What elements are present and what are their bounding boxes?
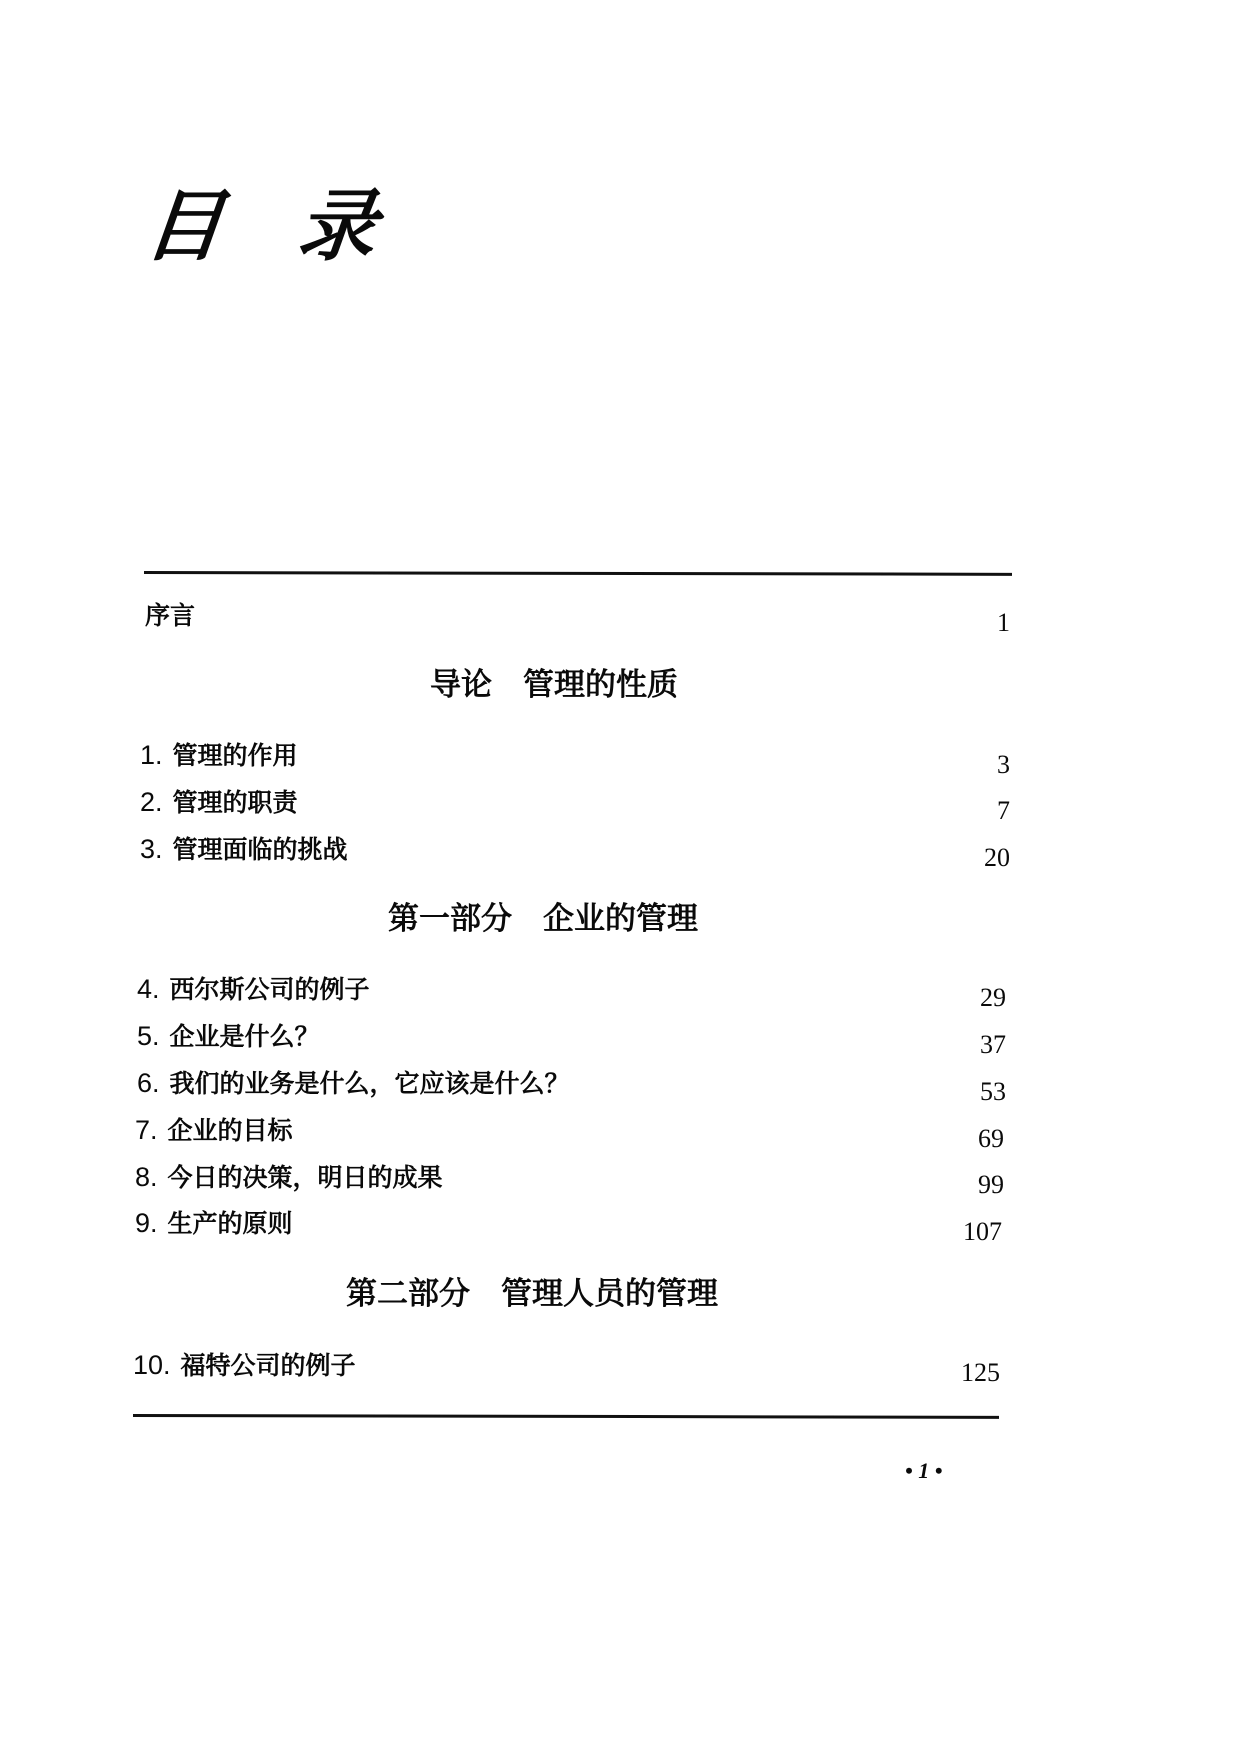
toc-entry-page: 20 xyxy=(984,843,1010,872)
toc-entry-label: 生产的原则 xyxy=(167,1209,293,1238)
toc-entry[interactable] xyxy=(140,789,298,816)
toc-entry-label: 企业的目标 xyxy=(167,1116,293,1145)
toc-entry-page: 1 xyxy=(997,608,1010,637)
page-number: • 1 • xyxy=(905,1458,943,1483)
toc-entry-label: 西尔斯公司的例子 xyxy=(169,975,370,1004)
toc-entry-label: 企业是什么？ xyxy=(169,1022,320,1051)
toc-entry[interactable] xyxy=(137,1023,320,1050)
section-heading-part-one: 第一部分 企业的管理 xyxy=(388,901,698,937)
toc-entry-number: 6. xyxy=(137,1068,160,1098)
toc-entry[interactable] xyxy=(137,1070,570,1097)
toc-entry[interactable] xyxy=(135,1164,443,1191)
toc-entry-page: 99 xyxy=(978,1170,1004,1199)
toc-entry[interactable] xyxy=(137,976,370,1003)
toc-entry-page: 107 xyxy=(963,1217,1002,1246)
toc-entry-number: 3. xyxy=(140,834,163,864)
toc-entry-number: 7. xyxy=(135,1115,158,1145)
toc-entry-label: 我们的业务是什么，它应该是什么？ xyxy=(169,1069,570,1098)
toc-entry-number: 9. xyxy=(135,1208,158,1238)
toc-entry-label: 管理的作用 xyxy=(172,741,298,770)
toc-entry-page: 37 xyxy=(980,1030,1006,1059)
toc-entry-page: 125 xyxy=(961,1358,1000,1387)
toc-entry[interactable] xyxy=(140,742,298,769)
toc-entry-number: 8. xyxy=(135,1162,158,1192)
page-title: 目录 xyxy=(140,182,456,272)
toc-entry[interactable] xyxy=(135,1210,293,1237)
toc-entry-label: 福特公司的例子 xyxy=(180,1351,356,1380)
toc-entry-page: 3 xyxy=(997,750,1010,779)
toc-entry-label: 管理的职责 xyxy=(172,788,298,817)
toc-entry-number: 1. xyxy=(140,740,163,770)
toc-entry-page: 7 xyxy=(997,796,1010,825)
toc-entry-number: 10. xyxy=(133,1350,171,1380)
toc-entry-page: 53 xyxy=(980,1077,1006,1106)
toc-entry-label: 序言 xyxy=(145,601,196,630)
toc-entry-page: 29 xyxy=(980,983,1006,1012)
section-heading-part-two: 第二部分 管理人员的管理 xyxy=(346,1276,718,1312)
toc-entry-preface[interactable] xyxy=(145,603,195,628)
bottom-rule xyxy=(133,1414,999,1419)
toc-entry-label: 今日的决策，明日的成果 xyxy=(167,1163,443,1192)
toc-entry-page: 69 xyxy=(978,1124,1004,1153)
toc-entry[interactable] xyxy=(135,1117,293,1144)
top-rule xyxy=(144,571,1012,576)
toc-entry-number: 4. xyxy=(137,974,160,1004)
toc-entry-number: 5. xyxy=(137,1021,160,1051)
toc-entry-number: 2. xyxy=(140,787,163,817)
section-heading-intro: 导论 管理的性质 xyxy=(430,667,678,703)
toc-entry[interactable] xyxy=(140,836,348,863)
toc-entry-label: 管理面临的挑战 xyxy=(172,835,348,864)
toc-entry[interactable] xyxy=(133,1352,356,1379)
